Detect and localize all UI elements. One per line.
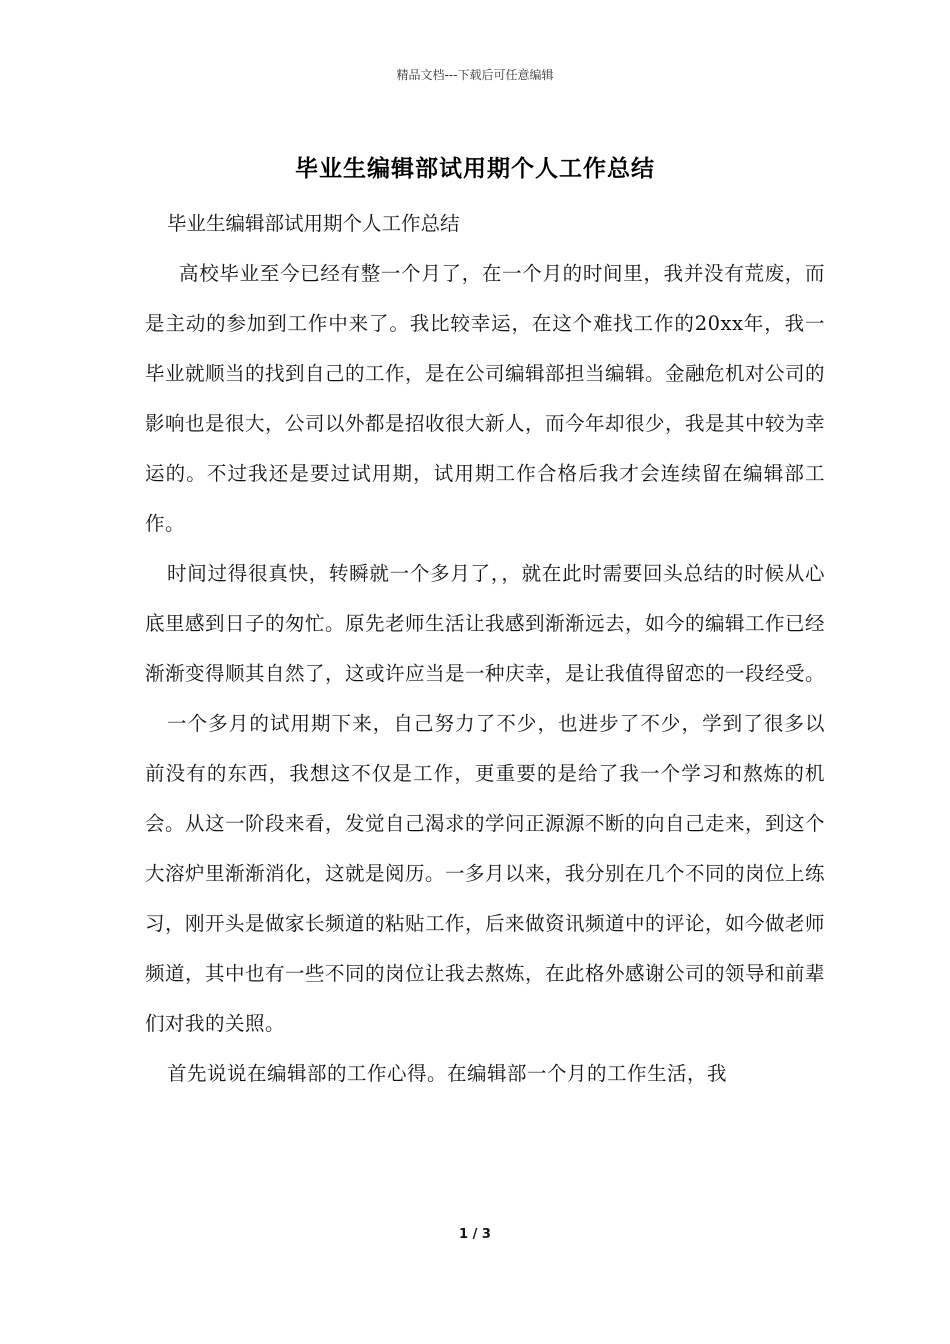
paragraph-1: 高校毕业至今已经有整一个月了，在一个月的时间里，我并没有荒废，而是主动的参加到工作中来了。我比较幸运，在这个难找工作的20xx年，我一毕业就顺当的找到自己的工作，是在公司编辑部担当编辑。金融危机对公司的影响也是很大，公司以外都是招收很大新人，而今年却很少，我是其中较为幸运的。不过我还是要过试用期，试用期工作合格后我才会连续留在编辑部工作。 bbox=[145, 262, 826, 535]
page-header: 精品文档---下载后可任意编辑 bbox=[396, 68, 554, 82]
paragraph-2: 时间过得很真快，转瞬就一个多月了，，就在此时需要回头总结的时候从心底里感到日子的匆忙。原先老师生活让我感到渐渐远去，如今的编辑工作已经渐渐变得顺其自然了，这或许应当是一种庆幸，是让我值得留恋的一段经受。 bbox=[145, 562, 826, 685]
document-subtitle: 毕业生编辑部试用期个人工作总结 bbox=[167, 212, 460, 235]
document-title: 毕业生编辑部试用期个人工作总结 bbox=[295, 155, 655, 182]
paragraph-4: 首先说说在编辑部的工作心得。在编辑部一个月的工作生活，我 bbox=[167, 1062, 728, 1085]
document-body bbox=[145, 199, 825, 1099]
paragraph-3: 一个多月的试用期下来，自己努力了不少，也进步了不少，学到了很多以前没有的东西，我想这不仅是工作，更重要的是给了我一个学习和熬炼的机会。从这一阶段来看，发觉自己渴求的学问正源源不断的向自己走来，到这个大溶炉里渐渐消化，这就是阅历。一多月以来，我分别在几个不同的岗位上练习，刚开头是做家长频道的粘贴工作，后来做资讯频道中的评论，如今做老师频道，其中也有一些不同的岗位让我去熬炼，在此格外感谢公司的领导和前辈们对我的关照。 bbox=[145, 712, 826, 1035]
page-number: 1 / 3 bbox=[459, 1227, 491, 1242]
